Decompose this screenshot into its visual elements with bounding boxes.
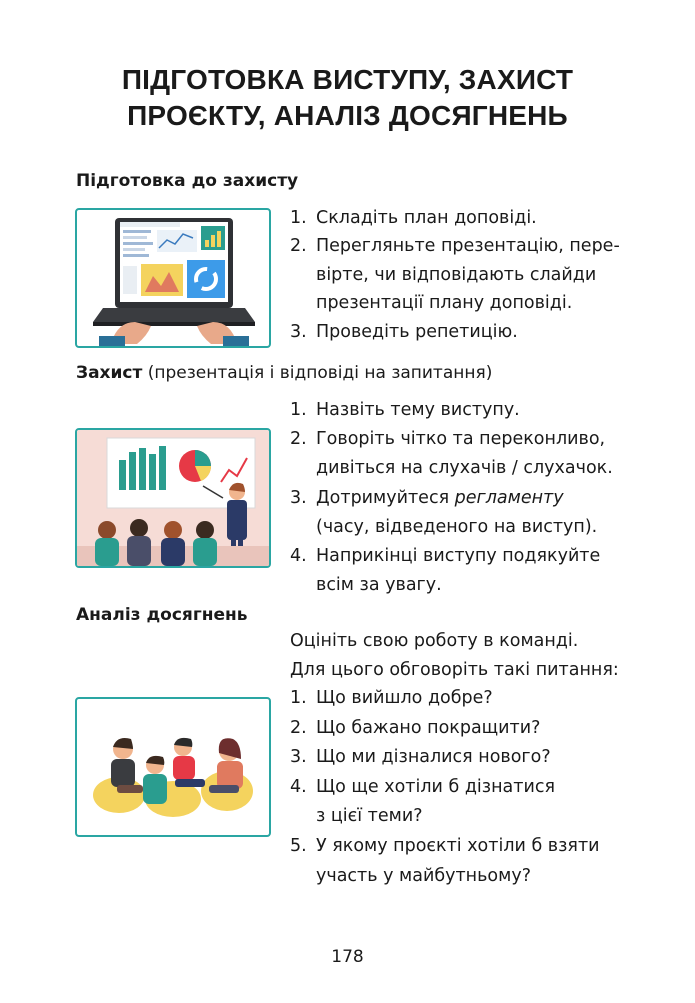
- section-heading-defense-bold: Захист: [76, 363, 143, 383]
- page-title-line-1: ПІДГОТОВКА ВИСТУПУ, ЗАХИСТ: [121, 64, 574, 95]
- list-item: [290, 204, 620, 232]
- list-item-text: всім за увагу.: [316, 575, 442, 596]
- defense-steps-list: [290, 396, 613, 600]
- section-heading-defense: [76, 363, 492, 383]
- list-item-text: [316, 484, 613, 513]
- list-item-number: 2.: [290, 429, 307, 450]
- list-item-text: вірте, чи відповідають слайди: [316, 264, 597, 285]
- list-item-text: участь у майбутньому?: [316, 865, 531, 886]
- analysis-questions-list: [290, 684, 600, 891]
- page-title-line-2: ПРОЄКТУ, АНАЛІЗ ДОСЯГНЕНЬ: [127, 100, 568, 131]
- list-item-number: 5.: [290, 835, 307, 856]
- list-item: [290, 425, 613, 483]
- list-item-number: 3.: [290, 321, 307, 342]
- list-item-text: Складіть план доповіді.: [316, 208, 537, 228]
- list-item-number: 1.: [290, 208, 307, 228]
- analysis-intro-line: Оцініть свою роботу в команді.: [290, 631, 579, 651]
- list-item-text-start: Дотримуйтеся: [316, 487, 455, 508]
- list-item-text: Що ми дізналися нового?: [316, 747, 551, 768]
- list-item-number: 1.: [290, 688, 307, 708]
- list-item-text: (часу, відведеного на виступ).: [316, 516, 598, 537]
- list-item: [290, 743, 600, 773]
- list-item-text: Що бажано покращити?: [316, 717, 541, 738]
- page-title: [0, 62, 695, 134]
- list-item-text: дивіться на слухачів / слухачок.: [316, 458, 613, 479]
- list-item: [290, 714, 600, 744]
- list-item: [290, 773, 600, 832]
- section-heading-preparation: Підготовка до захисту: [76, 171, 299, 191]
- list-item-text: Проведіть репетицію.: [316, 321, 518, 342]
- section-heading-analysis: Аналіз досягнень: [76, 605, 248, 625]
- list-item-text: Що ще хотіли б дізнатися: [316, 776, 555, 797]
- list-item-text: Що вийшло добре?: [316, 688, 493, 708]
- list-item: [290, 832, 600, 891]
- speaker-presentation-illustration: [75, 428, 271, 568]
- laptop-presentation-illustration: [75, 208, 271, 348]
- list-item: [290, 232, 620, 317]
- list-item-text: У якому проєкті хотіли б взяти: [316, 835, 600, 856]
- analysis-intro-line: Для цього обговоріть такі питання:: [290, 660, 619, 680]
- list-item: [290, 396, 613, 425]
- list-item-number: 3.: [290, 487, 307, 508]
- list-item: [290, 318, 620, 346]
- list-item-number: 4.: [290, 546, 307, 567]
- page-number: 178: [331, 947, 364, 967]
- emphasized-term: регламенту: [454, 487, 564, 508]
- list-item-number: 2.: [290, 236, 307, 257]
- list-item: [290, 542, 613, 600]
- section-heading-defense-note: (презентація і відповіді на запитання): [142, 363, 493, 383]
- list-item-number: 4.: [290, 776, 307, 797]
- analysis-intro: [290, 627, 619, 685]
- list-item-text: з цієї теми?: [316, 806, 423, 827]
- list-item-text: Наприкінці виступу подякуйте: [316, 546, 601, 567]
- list-item: [290, 684, 600, 714]
- list-item-text: Перегляньте презентацію, пере-: [316, 236, 620, 257]
- list-item-text: презентації плану доповіді.: [316, 293, 573, 314]
- list-item-number: 2.: [290, 717, 307, 738]
- list-item-number: 3.: [290, 747, 307, 768]
- list-item: [290, 484, 613, 542]
- list-item-number: 1.: [290, 400, 307, 420]
- group-discussion-illustration: [75, 697, 271, 837]
- preparation-steps-list: [290, 204, 620, 346]
- list-item-text: Говоріть чітко та переконливо,: [316, 429, 606, 450]
- list-item-text: Назвіть тему виступу.: [316, 400, 520, 420]
